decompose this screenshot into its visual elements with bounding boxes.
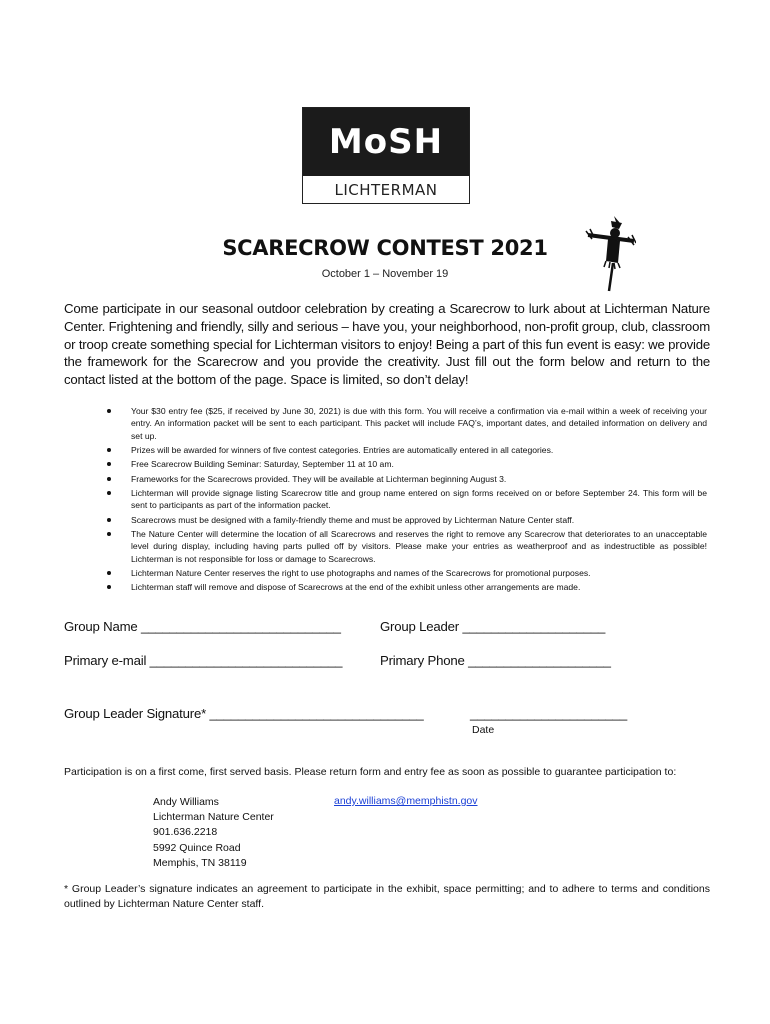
intro-paragraph: Come participate in our seasonal outdoor celebration by creating a Scarecrow to lurk about at Lichterman Nature Center. Frightening and friendly, silly and serious – have you, your neighborhood, non-profit group, club, classroom or troop create something special for Lichterman visitors to enjoy! Being a part of this fun event is easy: we provide the framework for the Scarecrow and you provide the creativity. Just fill out the form below and return to the contact listed at the bottom of the page. Space is limited, so don’t delay!: [64, 301, 710, 388]
rules-list: [107, 405, 707, 596]
list-item: Lichterman staff will remove and dispose of Scarecrows at the end of the exhibit unless other arrangements are made.: [107, 581, 707, 593]
contact-block: [153, 795, 274, 871]
list-item: Prizes will be awarded for winners of five contest categories. Entries are automatically entered in all categories.: [107, 444, 707, 456]
page-title: SCARECROW CONTEST 2021: [222, 236, 548, 260]
primary-email-field[interactable]: Primary e-mail ___________________________: [64, 653, 343, 668]
scarecrow-icon: [584, 213, 636, 293]
mosh-lichterman-logo: [302, 107, 470, 204]
date-label: Date: [472, 724, 495, 736]
contact-phone: 901.636.2218: [153, 826, 218, 839]
group-name-field[interactable]: Group Name ____________________________: [64, 619, 341, 634]
logo-mosh-text: MoSH: [303, 108, 469, 176]
list-item: Frameworks for the Scarecrows provided. They will be available at Lichterman beginning August 3.: [107, 473, 707, 485]
list-item: Lichterman Nature Center reserves the right to use photographs and names of the Scarecrows for promotional purposes.: [107, 567, 707, 579]
logo-lichterman-text: LICHTERMAN: [334, 180, 438, 199]
participation-text: Participation is on a first come, first served basis. Please return form and entry fee as soon as possible to guarantee participation to:: [64, 766, 677, 778]
list-item: Your $30 entry fee ($25, if received by June 30, 2021) is due with this form. You will receive a confirmation via e-mail within a week of receiving your entry. An information packet will be sent to each participant. This packet will include FAQ’s, important dates, and detailed information on delivery and set up.: [107, 405, 707, 442]
contest-dates: October 1 – November 19: [321, 268, 449, 280]
contact-city: Memphis, TN 38119: [153, 856, 247, 869]
list-item: Lichterman will provide signage listing Scarecrow title and group name entered on sign forms received on or before September 24. This form will be sent to participants as part of the information packet.: [107, 487, 707, 512]
primary-phone-field[interactable]: Primary Phone ____________________: [380, 653, 611, 668]
contact-name: Andy Williams: [153, 796, 219, 808]
signature-footnote: * Group Leader’s signature indicates an agreement to participate in the exhibit, space permitting; and to adhere to terms and conditions outlined by Lichterman Nature Center staff.: [64, 883, 710, 910]
date-field[interactable]: ______________________: [470, 706, 627, 721]
list-item: Free Scarecrow Building Seminar: Saturday, September 11 at 10 am.: [107, 458, 707, 470]
contact-email-link[interactable]: andy.williams@memphistn.gov: [334, 795, 478, 807]
signature-field[interactable]: Group Leader Signature* ______________________________: [64, 706, 424, 721]
list-item: Scarecrows must be designed with a family-friendly theme and must be approved by Lichterman Nature Center staff.: [107, 514, 707, 526]
list-item: The Nature Center will determine the location of all Scarecrows and reserves the right to remove any Scarecrow that deteriorates to an unacceptable level during display, including having parts pulled off by visitors. Please make your entries as weatherproof and as indestructible as possible! Lichterman is not responsible for loss or damage to Scarecrows.: [107, 528, 707, 565]
group-leader-field[interactable]: Group Leader ____________________: [380, 619, 606, 634]
contact-org: Lichterman Nature Center: [153, 811, 274, 824]
contact-street: 5992 Quince Road: [153, 841, 241, 854]
